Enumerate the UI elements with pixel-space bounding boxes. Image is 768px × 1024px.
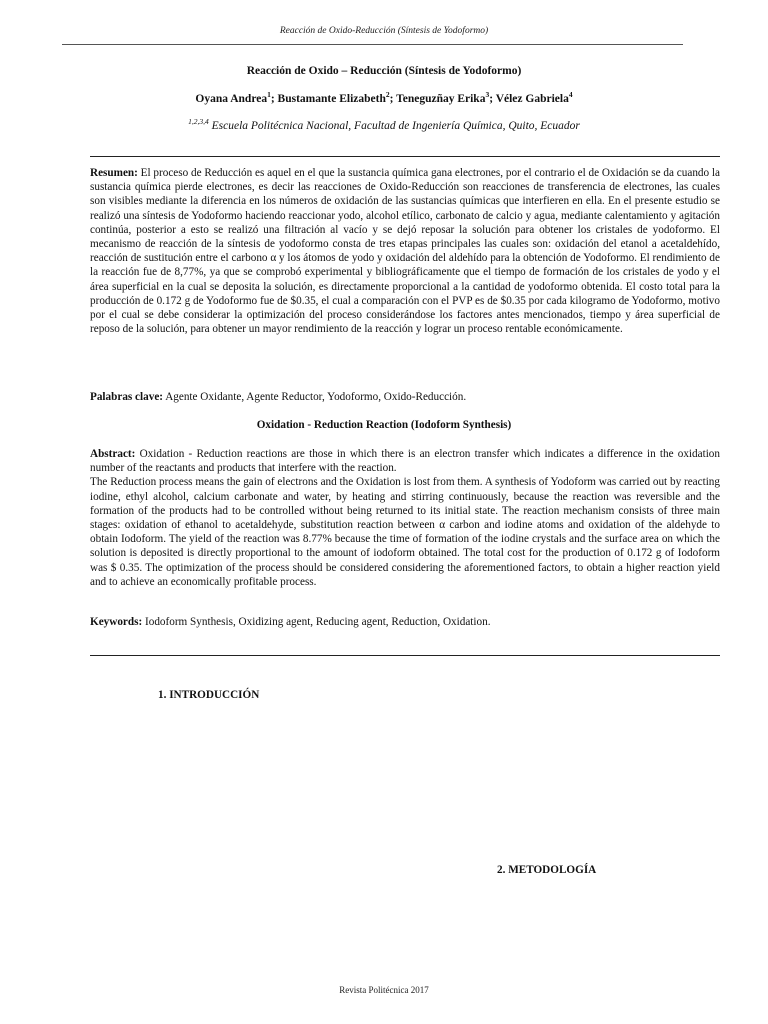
keywords-section — [90, 615, 720, 629]
resumen-section — [90, 166, 720, 336]
keywords-text: Iodoform Synthesis, Oxidizing agent, Reducing agent, Reduction, Oxidation. — [145, 616, 491, 628]
author-affiliation-mark: 3 — [485, 90, 490, 100]
affiliation — [0, 117, 768, 132]
header-divider — [62, 44, 683, 45]
author-name: Oyana Andrea — [195, 93, 268, 105]
palabras-clave-label: Palabras clave: — [90, 391, 164, 403]
author-list: Oyana Andrea$^1$; Bustamante Elizabeth$^2$; Teneguzñay Erika$^3$; Vélez Gabriela$^4$ — [195, 90, 573, 105]
section-heading-introduccion: 1. INTRODUCCIÓN — [158, 689, 260, 701]
english-title: Oxidation - Reduction Reaction (Iodoform Synthesis) — [256, 419, 512, 431]
author-affiliation-mark: 2 — [385, 90, 390, 100]
palabras-clave-text: Agente Oxidante, Agente Reductor, Yodoformo, Oxido-Reducción. — [165, 391, 467, 403]
abstract-bottom-divider — [90, 655, 720, 656]
paper-title: Reacción de Oxido – Reducción (Síntesis de Yodoformo) — [246, 65, 522, 77]
abstract-top-divider — [90, 156, 720, 157]
abstract-label: Abstract: — [90, 448, 136, 460]
affiliation-marks: 1,2,3,4 — [188, 117, 209, 127]
palabras-clave-section — [90, 390, 720, 404]
keywords-label: Keywords: — [90, 616, 143, 628]
page-footer: Revista Politécnica 2017 — [339, 985, 429, 995]
resumen-text: El proceso de Reducción es aquel en el que la sustancia química gana electrones, por el contrario el de Oxidación se da cuando la sustancia química pierde electrones, es decir las reacciones de Oxido-Reducción son reacciones de transferencia de electrones, las cuales son visibles mediante la diferencia en los números de oxidación de las sustancias químicas que interfieren en ella. En el presente estudio se realizó una síntesis de Yodoformo haciendo reaccionar yodo, alcohol etílico, carbonato de calcio y agua, mediante calentamiento y agitación continúa, posterior a esto se realizó una filtración al vacío y se dejó reposar la solución para obtener los cristales de yodoformo. El mecanismo de reacción de la síntesis de yodoformo consta de tres etapas principales las cuales son: oxidación del etanol a acetaldehído, reacción de sustitución entre el carbono α y los átomos de yodo y oxidación del aldehído para la obtención de Yodoformo. El rendimiento de la reacción fue de 8,77%, ya que se comprobó experimental y bibliográficamente que el tiempo de formación de los cristales de yodo y el área superficial en la cual se deposita la solución, es directamente proporcional a la cantidad de yodoformo obtenida. El costo total para la producción de 0.172 g de Yodoformo fue de $0.35, el cual a comparación con el PVP es de $0.35 por cada kilogramo de Yodoformo, motivo por el cual se debe considerar la optimización del proceso considerándose los factores antes mencionados, tiempo y área superficial de reposo de la solución, para obtener un mayor rendimiento de la reacción y lograr un proceso rentable económicamente. — [90, 167, 720, 336]
abstract-paragraph-2: The Reduction process means the gain of electrons and the Oxidation is lost from them. A synthesis of Yodoform was carried out by reacting iodine, ethyl alcohol, calcium carbonate and water, by heating and stirring continuously, because the reaction was reversible and the formation of the products had to be controlled without being returned to its initial state. The reaction mechanism consists of three main stages: oxidation of ethanol to acetaldehyde, substitution reaction between α carbon and iodine atoms and oxidation of the aldehyde to obtain Iodoform. The yield of the reaction was 8.77% because the time of formation of the iodine crystals and the surface area on which the solution is deposited is directly proportional to the amount of iodoform obtained. The total cost for the production of 0.172 g of Iodoform was $ 0.35. The optimization of the process should be considered considering the aforementioned factors, to obtain a higher reaction yield and to achieve an economically profitable process. — [90, 476, 720, 588]
author-affiliation-mark: 4 — [568, 90, 573, 100]
section-heading-metodologia: 2. METODOLOGÍA — [497, 864, 597, 876]
author-name: Bustamante Elizabeth — [277, 93, 386, 105]
author-affiliation-mark: 1 — [267, 90, 271, 100]
abstract-section — [90, 447, 720, 589]
resumen-label: Resumen: — [90, 167, 138, 179]
abstract-paragraph-1: Oxidation - Reduction reactions are those in which there is an electron transfer which indicates a difference in the oxidation number of the reactants and products that interfere with the reaction. — [90, 448, 720, 475]
affiliation-text: Escuela Politécnica Nacional, Facultad de Ingeniería Química, Quito, Ecuador — [211, 120, 580, 132]
author-name: Vélez Gabriela — [495, 93, 569, 105]
author-name: Teneguzñay Erika — [396, 93, 486, 105]
running-header: Reacción de Oxido-Reducción (Síntesis de Yodoformo) — [279, 26, 489, 36]
